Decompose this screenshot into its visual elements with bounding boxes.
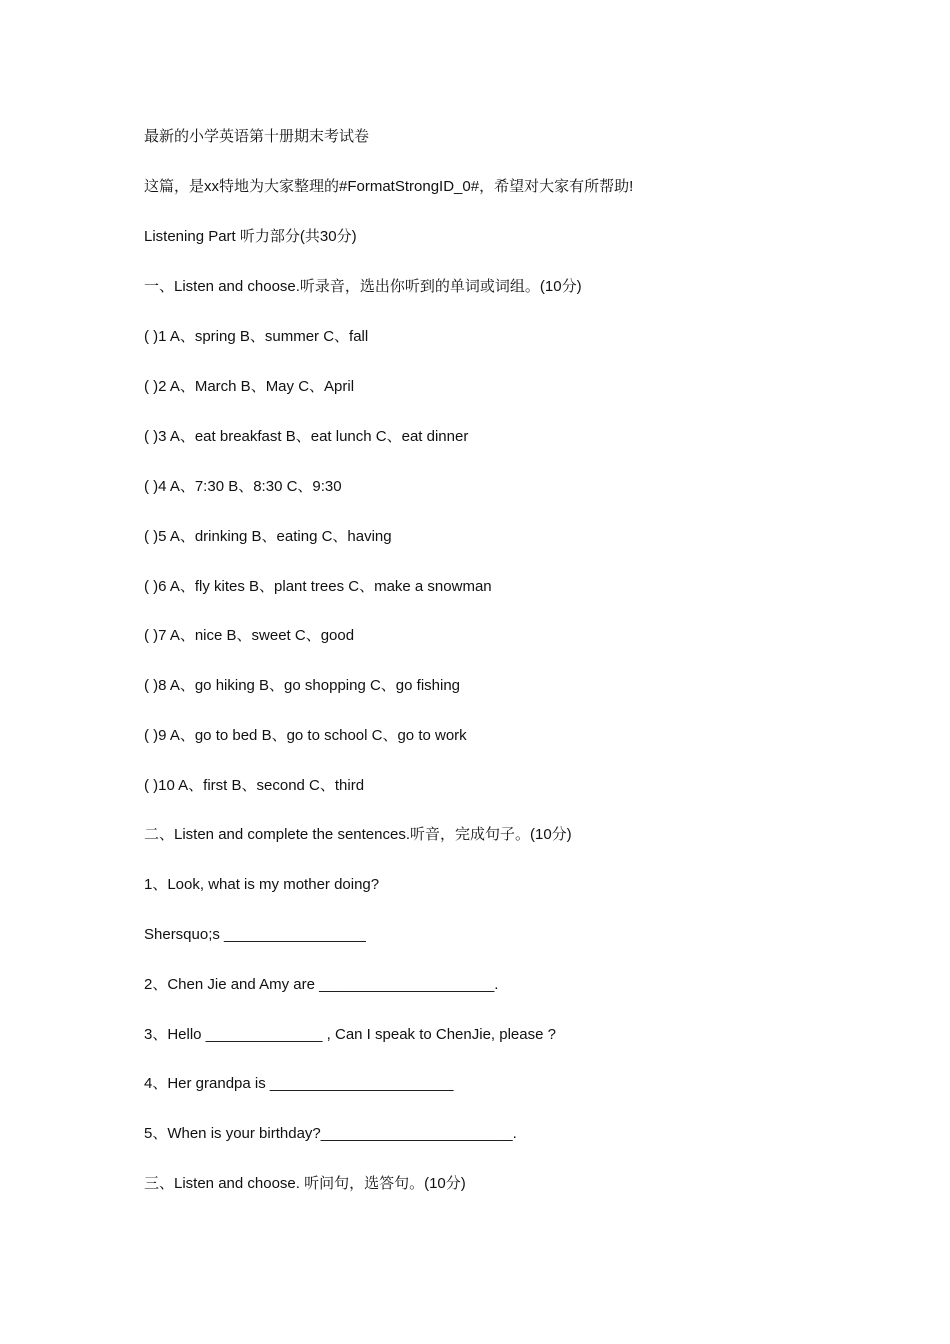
sentence-item: 5、When is your birthday?_______________________. — [144, 1125, 517, 1142]
sentence-item: 2、Chen Jie and Amy are _____________________. — [144, 976, 499, 993]
sentence-item: 3、Hello ______________ , Can I speak to ChenJie, please ? — [144, 1026, 556, 1043]
document-title: 最新的小学英语第十册期末考试卷 — [144, 128, 370, 145]
sentence-item: Shersquo;s _________________ — [144, 926, 366, 943]
section2-heading: 二、Listen and complete the sentences.听音，完成句子。(10分) — [144, 826, 572, 843]
intro-text: 这篇，是xx特地为大家整理的#FormatStrongID_0#，希望对大家有所帮助! — [144, 178, 634, 195]
question-item: ( )8 A、go hiking B、go shopping C、go fishing — [144, 677, 461, 694]
question-item: ( )9 A、go to bed B、go to school C、go to work — [144, 727, 467, 744]
part-heading: Listening Part 听力部分(共30分) — [144, 228, 357, 245]
section1-heading: 一、Listen and choose.听录音，选出你听到的单词或词组。(10分) — [144, 278, 582, 295]
sentence-item: 4、Her grandpa is ______________________ — [144, 1075, 454, 1092]
question-item: ( )10 A、first B、second C、third — [144, 777, 365, 794]
question-item: ( )7 A、nice B、sweet C、good — [144, 627, 355, 644]
question-item: ( )4 A、7:30 B、8:30 C、9:30 — [144, 478, 342, 495]
question-item: ( )2 A、March B、May C、April — [144, 378, 355, 395]
question-item: ( )1 A、spring B、summer C、fall — [144, 328, 369, 345]
question-item: ( )6 A、fly kites B、plant trees C、make a snowman — [144, 578, 492, 595]
section3-heading: 三、Listen and choose. 听问句，选答句。(10分) — [144, 1175, 466, 1192]
question-item: ( )3 A、eat breakfast B、eat lunch C、eat dinner — [144, 428, 469, 445]
sentence-item: 1、Look, what is my mother doing? — [144, 876, 380, 893]
question-item: ( )5 A、drinking B、eating C、having — [144, 528, 392, 545]
